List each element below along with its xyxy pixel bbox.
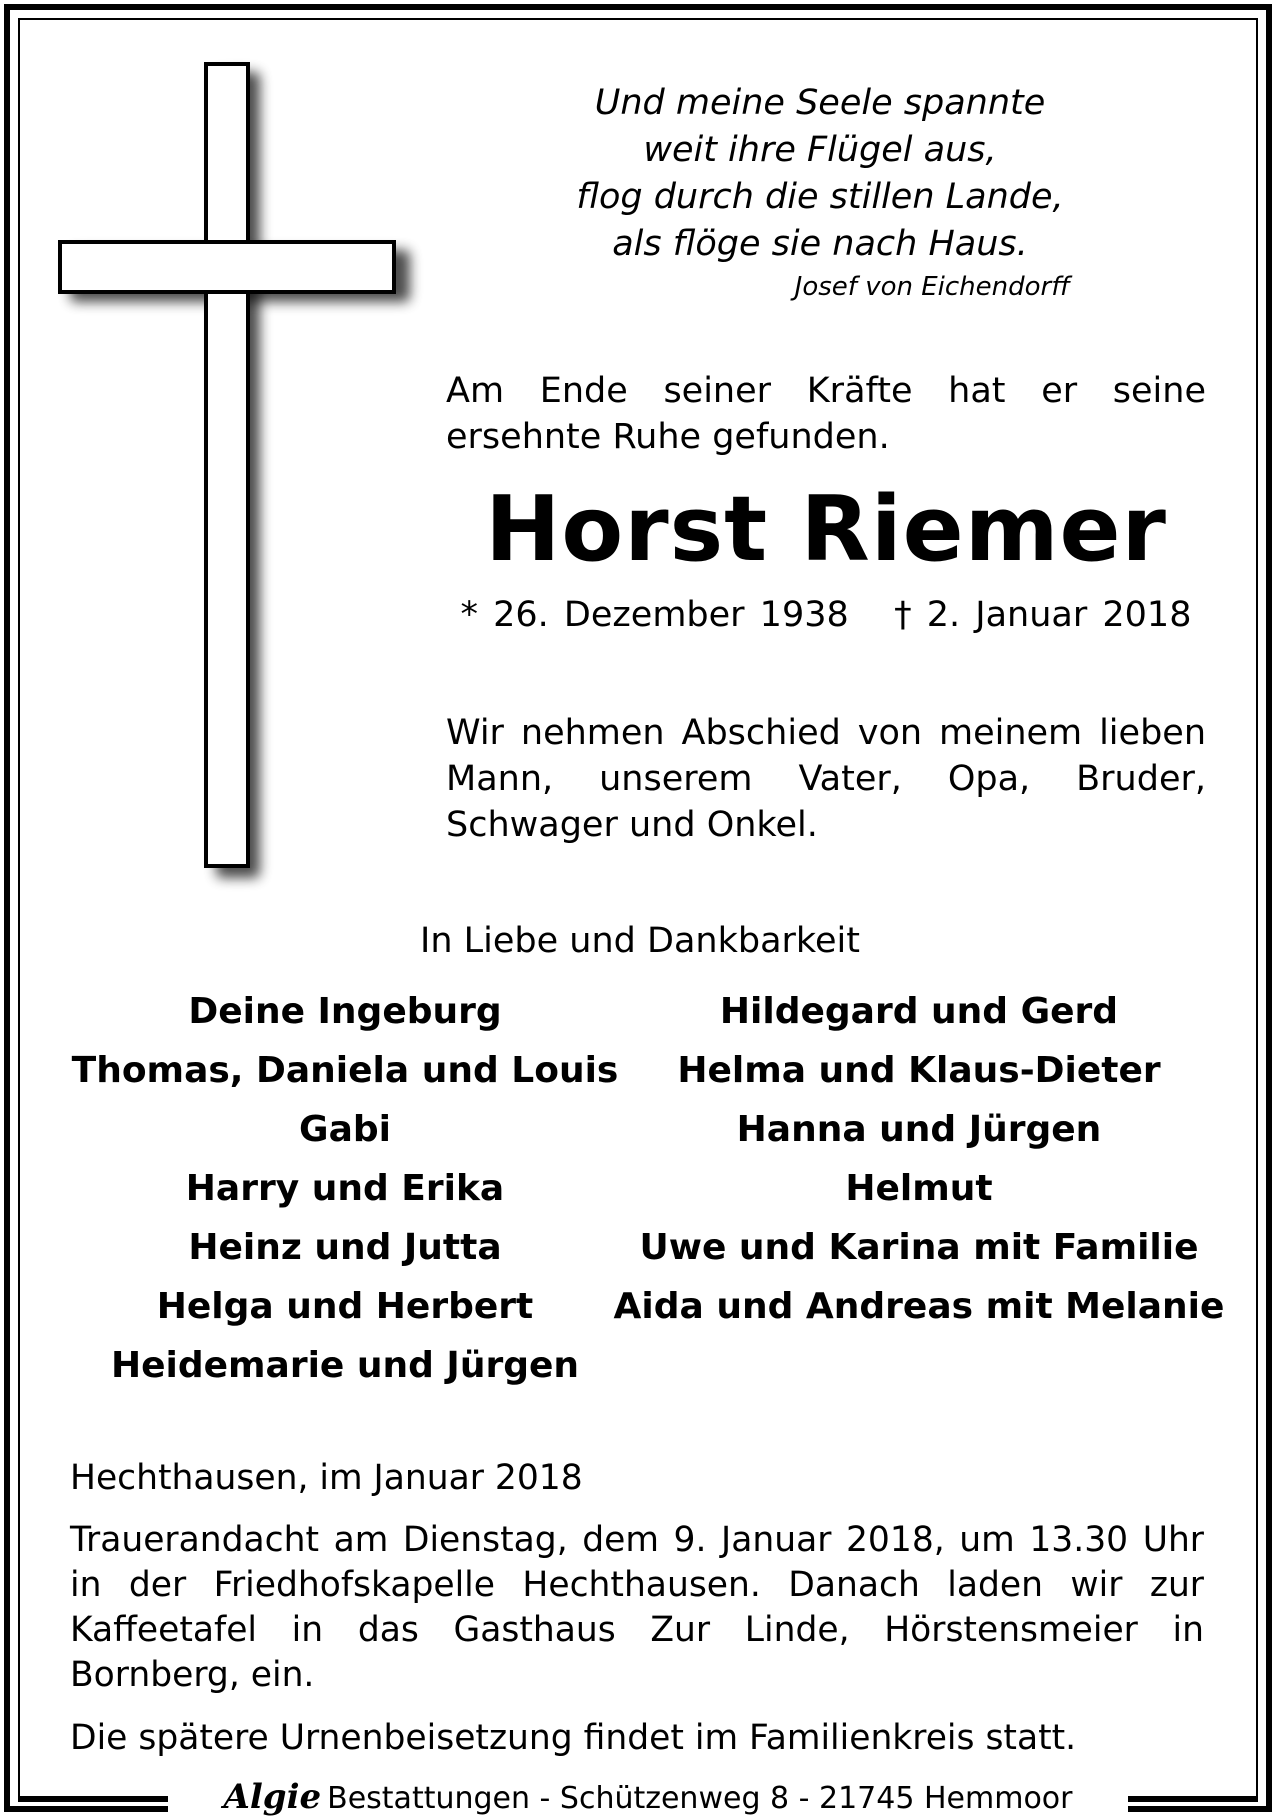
mourner-name: Gabi bbox=[299, 1109, 391, 1150]
poem-line: Und meine Seele spannte bbox=[594, 83, 1046, 123]
urn-burial-note: Die spätere Urnenbeisetzung findet im Familienkreis statt. bbox=[70, 1718, 1077, 1758]
poem-line: als flöge sie nach Haus. bbox=[612, 224, 1028, 264]
poem-line: weit ihre Flügel aus, bbox=[643, 130, 997, 170]
poem-line: flog durch die stillen Lande, bbox=[576, 177, 1064, 217]
mourner-name: Deine Ingeburg bbox=[188, 991, 502, 1032]
deceased-name: Horst Riemer bbox=[485, 477, 1167, 582]
mourner-name: Hanna und Jürgen bbox=[736, 1109, 1102, 1150]
poem-author: Josef von Eichendorff bbox=[794, 272, 1070, 302]
mourners-left-column bbox=[50, 982, 640, 1395]
mourner-name: Helma und Klaus-Dieter bbox=[677, 1050, 1161, 1091]
life-dates bbox=[446, 592, 1206, 638]
cross-icon bbox=[58, 62, 408, 874]
mourner-name: Helga und Herbert bbox=[156, 1286, 534, 1327]
mourner-name: Heinz und Jutta bbox=[188, 1227, 502, 1268]
closing-phrase: In Liebe und Dankbarkeit bbox=[420, 921, 860, 961]
birth-date: * 26. Dezember 1938 bbox=[460, 595, 849, 635]
mourner-name: Thomas, Daniela und Louis bbox=[71, 1050, 619, 1091]
mourner-name: Hildegard und Gerd bbox=[719, 991, 1119, 1032]
poem bbox=[520, 80, 1120, 268]
funeral-home-footer bbox=[18, 1777, 1258, 1817]
mourner-name: Uwe und Karina mit Familie bbox=[639, 1227, 1199, 1268]
death-date: † 2. Januar 2018 bbox=[894, 595, 1192, 635]
mourner-name: Heidemarie und Jürgen bbox=[110, 1345, 580, 1386]
place-date: Hechthausen, im Januar 2018 bbox=[70, 1458, 583, 1498]
funeral-home-address: Bestattungen - Schützenweg 8 - 21745 Hemmoor bbox=[327, 1781, 1073, 1816]
intro-text: Am Ende seiner Kräfte hat er seine ersehnte Ruhe gefunden. bbox=[446, 371, 1206, 457]
service-info: Trauerandacht am Dienstag, dem 9. Januar 2018, um 13.30 Uhr in der Friedhofskapelle Hechthausen. Danach laden wir zur Kaffeetafel in das Gasthaus Zur Linde, Hörstensmeier in Bornberg, ein. bbox=[70, 1520, 1204, 1695]
funeral-home-logo: Algie bbox=[223, 1777, 322, 1817]
mourner-name: Aida und Andreas mit Melanie bbox=[613, 1286, 1225, 1327]
mourner-name: Harry und Erika bbox=[185, 1168, 505, 1209]
farewell-text: Wir nehmen Abschied von meinem lieben Mann, unserem Vater, Opa, Bruder, Schwager und Onkel. bbox=[446, 713, 1206, 845]
mourner-name: Helmut bbox=[845, 1168, 993, 1209]
mourners-right-column bbox=[604, 982, 1234, 1336]
